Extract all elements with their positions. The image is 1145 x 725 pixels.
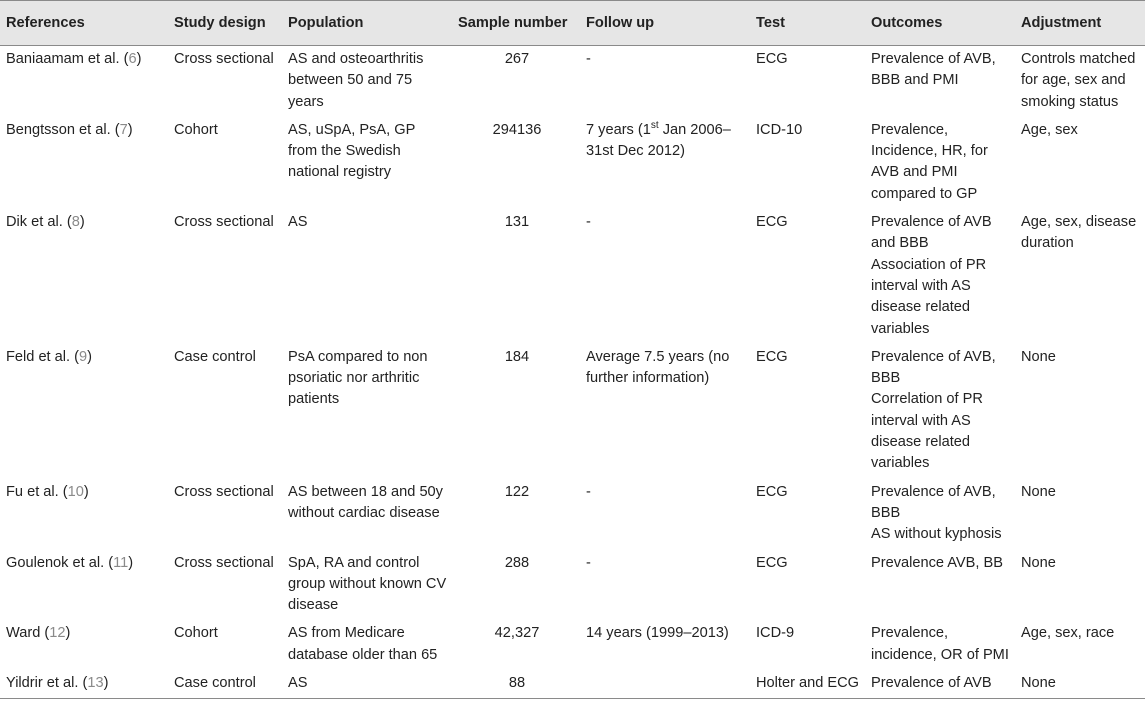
header-outcomes: Outcomes [865, 1, 1015, 46]
follow-up-cell: Average 7.5 years (no further information) [586, 348, 730, 387]
test-cell: ICD-10 [756, 121, 803, 138]
population-cell: SpA, RA and control group without known CV disease [288, 554, 447, 614]
test-cell: ECG [756, 214, 788, 231]
follow-up-cell: - [586, 51, 591, 67]
population-cell: AS between 18 and 50y without cardiac disease [288, 483, 443, 521]
sample-number-cell: 294136 [492, 121, 542, 138]
adjustment-cell: Age, sex, disease duration [1021, 214, 1137, 252]
adjustment-cell: None [1015, 670, 1145, 699]
header-row [0, 1, 1145, 46]
study-design-cell: Cross sectional [174, 554, 274, 571]
test-cell: Holter and ECG [750, 670, 865, 699]
outcomes-cell [865, 46, 1015, 117]
citation-link[interactable]: 6 [128, 51, 137, 67]
outcome-line: Prevalence of AVB [871, 675, 992, 692]
outcomes-cell [865, 670, 1015, 699]
citation-link[interactable]: 12 [49, 625, 66, 642]
adjustment-cell: None [1021, 554, 1056, 571]
outcome-line: Correlation of PR interval with AS disease related variables [871, 391, 983, 472]
table-row [0, 209, 1145, 344]
study-design-cell: Cohort [174, 121, 218, 138]
citation-link[interactable]: 10 [67, 483, 84, 500]
follow-up-cell: 7 years (1st Jan 2006–31st Dec 2012) [586, 120, 731, 160]
study-design-cell: Case control [174, 348, 256, 365]
outcomes-cell [865, 550, 1015, 621]
header-adjustment: Adjustment [1015, 1, 1145, 46]
adjustment-cell: Controls matched for age, sex and smoking status [1021, 51, 1136, 110]
reference-cell: Bengtsson et al. (7) [6, 121, 133, 138]
reference-cell: Dik et al. (8) [6, 214, 85, 231]
sample-number-cell: 42,327 [494, 625, 540, 642]
test-cell: ECG [756, 51, 788, 67]
outcome-line: Prevalence AVB, BB [871, 554, 1003, 571]
study-design-cell: Cross sectional [174, 483, 274, 500]
test-cell: ICD-9 [756, 625, 795, 642]
citation-link[interactable]: 8 [71, 214, 80, 231]
header-references: References [0, 1, 168, 46]
citation-link[interactable]: 9 [79, 348, 88, 365]
outcomes-cell [865, 209, 1015, 344]
reference-cell: Feld et al. (9) [6, 348, 92, 365]
adjustment-cell: Age, sex, race [1021, 625, 1115, 642]
population-cell: AS, uSpA, PsA, GP from the Swedish national registry [288, 121, 416, 181]
adjustment-cell: Age, sex [1021, 121, 1078, 138]
test-cell: ECG [756, 348, 788, 365]
reference-cell: Goulenok et al. (11) [6, 554, 134, 571]
outcome-line: Prevalence of AVB, BBB [871, 483, 996, 521]
table-row [0, 117, 1145, 209]
population-cell: PsA compared to non psoriatic nor arthritic patients [288, 348, 428, 408]
outcome-line: Prevalence of AVB, BBB [871, 348, 996, 387]
follow-up-cell: - [586, 214, 591, 231]
outcomes-cell [865, 117, 1015, 209]
reference-cell: Ward (12) [6, 625, 71, 642]
study-design-cell: Cross sectional [174, 214, 274, 231]
table-row [0, 479, 1145, 550]
sample-number-cell: 122 [504, 483, 530, 500]
reference-cell: Fu et al. (10) [6, 483, 89, 500]
citation-link[interactable]: 13 [87, 675, 104, 692]
reference-cell: Yildrir et al. (13) [0, 670, 168, 699]
sample-number-cell: 88 [452, 670, 580, 699]
follow-up-cell: - [586, 554, 591, 571]
population-cell: AS and osteoarthritis between 50 and 75 years [288, 51, 424, 110]
study-design-cell: Case control [168, 670, 282, 699]
table-row [0, 46, 1145, 117]
population-cell: AS [288, 214, 308, 231]
outcome-line: AS without kyphosis [871, 526, 1002, 543]
adjustment-cell: None [1021, 348, 1056, 365]
follow-up-cell [580, 670, 750, 699]
outcomes-cell [865, 344, 1015, 479]
follow-up-cell: 14 years (1999–2013) [586, 625, 729, 642]
citation-link[interactable]: 7 [119, 121, 128, 138]
sample-number-cell: 131 [504, 214, 530, 231]
study-design-cell: Cohort [174, 625, 218, 642]
test-cell: ECG [756, 554, 788, 571]
outcome-line: Prevalence, incidence, OR of PMI [871, 625, 1009, 663]
sample-number-cell: 184 [504, 348, 530, 365]
outcomes-cell [865, 479, 1015, 550]
table-row [0, 620, 1145, 670]
test-cell: ECG [756, 483, 788, 500]
sample-number-cell: 288 [504, 554, 530, 571]
citation-link[interactable]: 11 [113, 554, 129, 571]
study-design-cell: Cross sectional [174, 51, 274, 67]
outcome-line: Association of PR interval with AS disease related variables [871, 256, 987, 337]
follow-up-cell: - [586, 483, 591, 500]
header-study-design: Study design [168, 1, 282, 46]
table-row [0, 550, 1145, 621]
outcome-line: Prevalence of AVB and BBB [871, 214, 992, 252]
reference-cell: Baniaamam et al. (6) [6, 51, 142, 67]
population-cell: AS from Medicare database older than 65 [288, 625, 438, 663]
header-follow-up: Follow up [580, 1, 750, 46]
table-row [0, 670, 1145, 699]
population-cell: AS [282, 670, 452, 699]
header-test: Test [750, 1, 865, 46]
outcomes-cell [865, 620, 1015, 670]
header-sample-number: Sample number [452, 1, 580, 46]
outcome-line: Prevalence of AVB, BBB and PMI [871, 51, 996, 89]
outcome-line: Prevalence, Incidence, HR, for AVB and PMI compared to GP [871, 121, 988, 202]
table-row [0, 344, 1145, 479]
sample-number-cell: 267 [504, 51, 530, 67]
adjustment-cell: None [1021, 483, 1056, 500]
header-population: Population [282, 1, 452, 46]
